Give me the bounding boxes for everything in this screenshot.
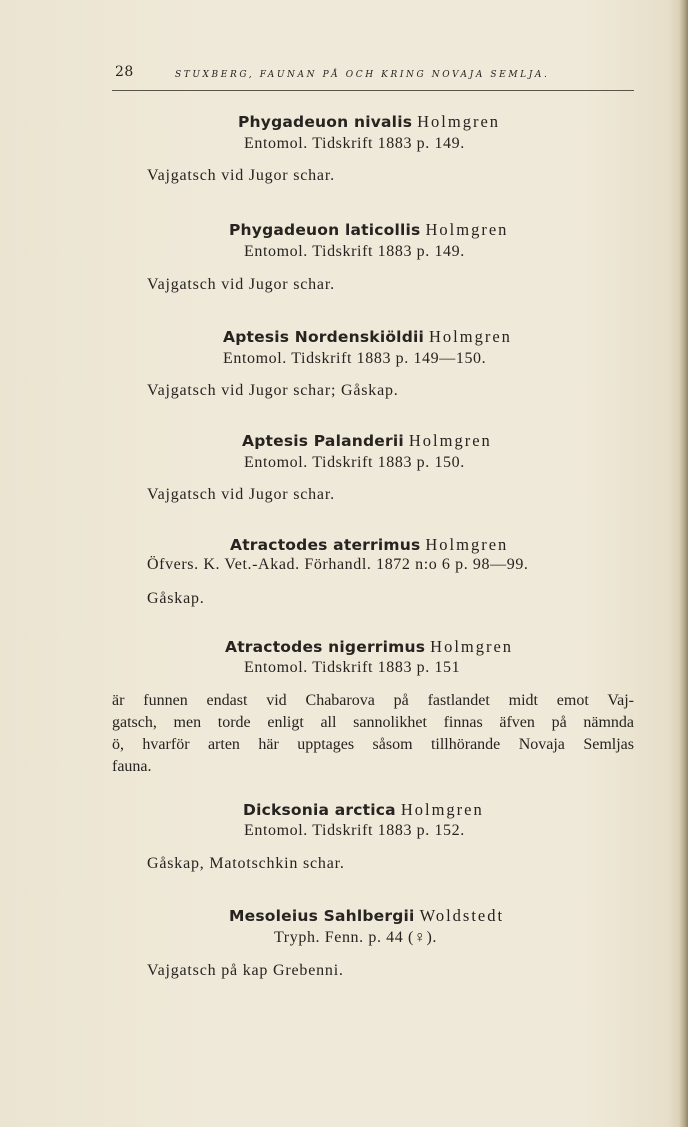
species-author: Holmgren [400,800,484,819]
species-binomial: Mesoleius Sahlbergii [229,907,415,925]
species-citation: Entomol. Tidskrift 1883 p. 149. [244,135,465,152]
species-name [229,906,504,926]
species-binomial: Atractodes nigerrimus [225,638,426,656]
species-locality: Vajgatsch vid Jugor schar. [147,167,335,184]
species-name [229,220,508,240]
species-name [243,800,484,820]
species-binomial: Dicksonia arctica [243,801,396,819]
species-note-paragraph [112,690,634,778]
species-locality: Vajgatsch vid Jugor schar. [147,276,335,293]
species-author: Holmgren [425,220,509,239]
species-locality: Gåskap. [147,590,205,607]
paragraph-line: gatsch, men torde enligt all sannolikhet finnas äfven på nämnda [112,714,634,731]
species-author: Holmgren [430,637,514,656]
paragraph-line: fauna. [112,758,152,775]
paragraph-line: är funnen endast vid Chabarova på fastlandet midt emot Vaj- [112,692,634,709]
species-author: Holmgren [408,431,492,450]
species-name [238,112,500,132]
species-name [223,327,512,347]
species-author: Holmgren [417,112,501,131]
species-locality: Vajgatsch på kap Grebenni. [147,962,344,979]
species-locality: Vajgatsch vid Jugor schar. [147,486,335,503]
species-citation: Tryph. Fenn. p. 44 (♀). [274,929,437,946]
species-citation: Entomol. Tidskrift 1883 p. 151 [244,659,461,676]
species-author: Holmgren [429,327,512,346]
species-citation: Entomol. Tidskrift 1883 p. 149. [244,243,465,260]
page-number: 28 [115,64,134,80]
species-binomial: Aptesis Nordenskiöldii [223,328,425,346]
species-binomial: Atractodes aterrimus [230,536,421,554]
species-citation: Entomol. Tidskrift 1883 p. 149—150. [223,350,487,367]
paragraph-line: ö, hvarför arten här upptages såsom tillhörande Novaja Semljas [112,736,634,753]
species-citation: Entomol. Tidskrift 1883 p. 152. [244,822,465,839]
species-name [242,431,492,451]
running-title: STUXBERG, FAUNAN PÅ OCH KRING NOVAJA SEMLJA. [175,70,550,80]
header-rule [112,90,634,91]
species-citation: Öfvers. K. Vet.-Akad. Förhandl. 1872 n:o 6 p. 98—99. [147,556,529,573]
species-author: Holmgren [425,535,509,554]
species-binomial: Aptesis Palanderii [242,432,404,450]
species-locality: Vajgatsch vid Jugor schar; Gåskap. [147,382,399,399]
species-binomial: Phygadeuon nivalis [238,113,413,131]
species-citation: Entomol. Tidskrift 1883 p. 150. [244,454,465,471]
species-binomial: Phygadeuon laticollis [229,221,421,239]
page-edge-shadow [679,0,688,1127]
species-name [225,637,513,657]
species-name [230,535,508,555]
species-author: Woldstedt [419,906,505,925]
species-locality: Gåskap, Matotschkin schar. [147,855,345,872]
